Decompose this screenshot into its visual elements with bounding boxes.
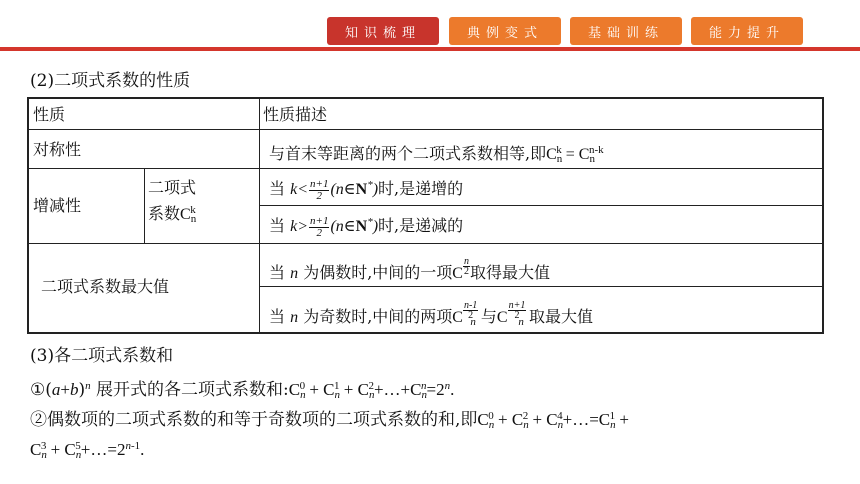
max-odd-symbol-2: C $\frac{n+1}{2}$ $_n$ (496, 300, 526, 328)
row-max-odd (269, 301, 593, 332)
properties-table (27, 97, 824, 334)
row-divider (259, 286, 822, 287)
max-odd-and: 与 (480, 307, 497, 326)
row-monotonic-sub (148, 177, 196, 230)
row-divider (29, 243, 822, 244)
decreasing-prefix: 当 (269, 216, 286, 235)
item1-text: 展开式的各二项式系数和: (90, 380, 289, 400)
row-divider (259, 205, 822, 206)
header-description: 性质描述 (263, 105, 328, 124)
col-divider (259, 99, 260, 332)
sum-item-2-cont (30, 435, 144, 466)
monotonic-sub-line2: 系数 (148, 204, 181, 223)
symmetry-formula: $C_n^k = C_n^{n-k}$ (546, 144, 604, 165)
max-odd-symbol-1: C $\frac{n-1}{2}$ $_n$ (452, 300, 478, 328)
decreasing-suffix: 时,是递减的 (378, 216, 464, 235)
row-symmetry-desc (269, 140, 604, 169)
max-even-mid: 为偶数时,中间的一项 (303, 263, 453, 282)
item1-close: ) (78, 380, 86, 400)
row-increasing-desc (269, 175, 463, 202)
item1-formula: $C_n^0 + C_n^1$ + $C_n^2+\dots+C_n^n=2^n$. (288, 380, 455, 401)
header-rule (0, 47, 860, 51)
max-odd-post: 取最大值 (528, 307, 593, 326)
col-divider (144, 168, 145, 243)
item1-open: ①( (30, 380, 52, 400)
max-even-pre: 当 (269, 263, 286, 282)
item2-formula-a: $C_n^0 + C_n^2$ + $C_n^4+\dots=C_n^1$ + (477, 410, 629, 431)
nav-tab-nengli[interactable]: 能力提升 (691, 17, 803, 45)
section-heading-sum: (3)各二项式系数和 (30, 346, 174, 366)
row-divider (29, 129, 822, 130)
max-even-post: 取得最大值 (469, 263, 550, 282)
max-odd-mid: 为奇数时,中间的两项 (303, 307, 453, 326)
monotonic-sub-symbol: $C_n^k$ (180, 204, 197, 225)
item2-text: ②偶数项的二项式系数的和等于奇数项的二项式系数的和,即 (30, 410, 478, 430)
row-monotonic-name: 增减性 (33, 196, 82, 215)
increasing-prefix: 当 (269, 179, 286, 198)
increasing-condition: k< $\frac{n+1}{2}$ (n∈N*) (290, 177, 379, 202)
header-property: 性质 (33, 105, 66, 124)
symmetry-text: 与首末等距离的两个二项式系数相等,即 (269, 144, 547, 163)
nav-tab-jichu[interactable]: 基础训练 (570, 17, 682, 45)
nav-tab-zhishi[interactable]: 知识梳理 (327, 17, 439, 45)
increasing-suffix: 时,是递增的 (378, 179, 464, 198)
max-odd-pre: 当 (269, 307, 286, 326)
row-symmetry-name: 对称性 (33, 140, 82, 159)
row-max-name: 二项式系数最大值 (41, 277, 170, 296)
monotonic-sub-line1: 二项式 (148, 178, 197, 197)
max-even-symbol: C $\frac{n}{2}$ (452, 256, 469, 282)
row-max-even (269, 257, 550, 284)
max-odd-n: n (290, 309, 299, 326)
item2-formula-b: $C_n^3$ + $C_n^5+\dots=2^{n-1}$. (30, 440, 145, 461)
decreasing-condition: k> $\frac{n+1}{2}$ (n∈N*) (290, 214, 379, 239)
max-even-n: n (290, 265, 299, 282)
item1-binomial: a (51, 380, 61, 399)
sum-item-1: $①(a+b)^n$ 展开式的各二项式系数和$:C_n^0 + C_n^1$ + $C_n^2+\dots+C_n^n=2^n$. (30, 380, 455, 401)
nav-tab-dianli[interactable]: 典例变式 (449, 17, 561, 45)
row-decreasing-desc (269, 212, 463, 239)
section-heading-properties: (2)二项式系数的性质 (30, 71, 191, 91)
sum-item-2 (30, 405, 629, 436)
